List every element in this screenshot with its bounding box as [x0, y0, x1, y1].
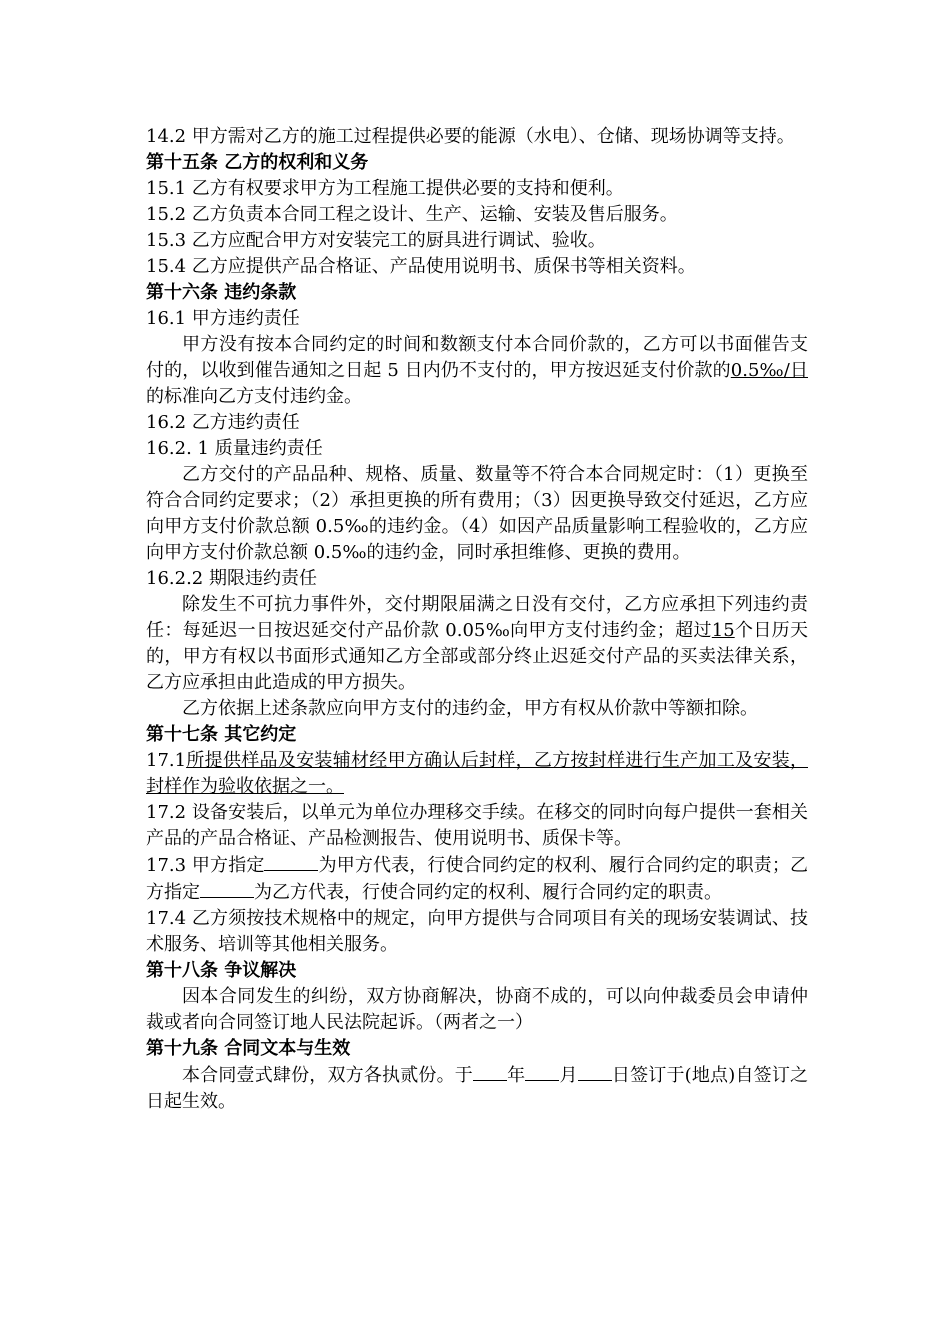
clause-16-2-heading: 16.2 乙方违约责任: [146, 412, 300, 433]
clause-15-4: 15.4 乙方应提供产品合格证、产品使用说明书、质保书等相关资料。: [146, 256, 696, 277]
clause-16-2-2-body: [146, 592, 808, 696]
article-19-text-day: 日签订于(地点)自签订之日起生效。: [146, 1065, 809, 1112]
clause-16-1-text-b: 的标准向乙方支付违约金。: [146, 386, 362, 407]
party-a-representative-blank[interactable]: [264, 852, 318, 871]
late-payment-rate: 0.5‰/日: [730, 360, 808, 381]
article-17-title: 第十七条 其它约定: [146, 724, 297, 745]
overdue-days: 15: [711, 620, 735, 641]
article-15-title: 第十五条 乙方的权利和义务: [146, 152, 369, 173]
contract-page: [146, 124, 808, 1115]
clause-17-3-text-a: 17.3 甲方指定: [146, 855, 265, 876]
article-18-title: 第十八条 争议解决: [146, 960, 297, 981]
sign-year-blank[interactable]: [473, 1062, 507, 1081]
clause-17-1-text: 所提供样品及安装辅材经甲方确认后封样，乙方按封样进行生产加工及安装，封样作为验收依据之一。: [146, 750, 808, 797]
clause-16-1-text-a: 甲方没有按本合同约定的时间和数额支付本合同价款的，乙方可以书面催告支付的，以收到催告通知之日起 5 日内仍不支付的，甲方按迟延支付价款的: [146, 334, 808, 381]
clause-16-2-1-heading: 16.2. 1 质量违约责任: [146, 438, 323, 459]
clause-15-3: 15.3 乙方应配合甲方对安装完工的厨具进行调试、验收。: [146, 230, 606, 251]
clause-17-1: [146, 748, 808, 800]
clause-14-2: 14.2 甲方需对乙方的施工过程提供必要的能源（水电）、仓储、现场协调等支持。: [146, 126, 795, 147]
clause-15-1: 15.1 乙方有权要求甲方为工程施工提供必要的支持和便利。: [146, 178, 624, 199]
sign-month-blank[interactable]: [525, 1062, 559, 1081]
clause-16-2-1-body: 乙方交付的产品品种、规格、质量、数量等不符合本合同规定时：（1）更换至符合合同约定要求；（2）承担更换的所有费用；（3）因更换导致交付延迟，乙方应向甲方支付价款总额 0.5‰的违约金。（4）如因产品质量影响工程验收的，乙方应向甲方支付价款总额 0.5‰的违约金，同时承担维修、更换的费用。: [146, 464, 808, 563]
clause-17-1-number: 17.1: [146, 750, 187, 771]
clause-16-2-2-heading: 16.2.2 期限违约责任: [146, 568, 317, 589]
clause-17-4: 17.4 乙方须按技术规格中的规定，向甲方提供与合同项目有关的现场安装调试、技术服务、培训等其他相关服务。: [146, 908, 808, 955]
year-label: 年: [506, 1065, 526, 1086]
party-b-representative-blank[interactable]: [200, 879, 254, 898]
clause-16-1-heading: 16.1 甲方违约责任: [146, 308, 300, 329]
month-label: 月: [559, 1065, 578, 1086]
sign-day-blank[interactable]: [578, 1062, 612, 1081]
clause-16-2-2-deduction: 乙方依据上述条款应向甲方支付的违约金，甲方有权从价款中等额扣除。: [182, 698, 758, 719]
clause-17-3-text-c: 为乙方代表，行使合同约定的权利、履行合同约定的职责。: [254, 882, 722, 903]
article-16-title: 第十六条 违约条款: [146, 282, 297, 303]
clause-16-2-2-text-b: 个日历天的，甲方有权以书面形式通知乙方全部或部分终止迟延交付产品的买卖法律关系，乙方应承担由此造成的甲方损失。: [146, 620, 808, 693]
clause-16-2-2-text-a: 除发生不可抗力事件外，交付期限届满之日没有交付，乙方应承担下列违约责任：每延迟一日按迟延交付产品价款 0.05‰向甲方支付违约金；超过: [146, 594, 808, 641]
article-18-body: 因本合同发生的纠纷，双方协商解决，协商不成的，可以向仲裁委员会申请仲裁或者向合同签订地人民法院起诉。（两者之一）: [146, 986, 808, 1033]
article-19-body: [146, 1062, 808, 1115]
clause-17-3-text-b: 为甲方代表，行使合同约定的权利、履行合同约定的职责；乙方指定: [146, 855, 808, 903]
clause-16-1-body: [146, 332, 808, 410]
article-19-title: 第十九条 合同文本与生效: [146, 1038, 351, 1059]
clause-17-2: 17.2 设备安装后，以单元为单位办理移交手续。在移交的同时向每户提供一套相关产品的产品合格证、产品检测报告、使用说明书、质保卡等。: [146, 802, 808, 849]
clause-15-2: 15.2 乙方负责本合同工程之设计、生产、运输、安装及售后服务。: [146, 204, 678, 225]
article-19-text-a: 本合同壹式肆份，双方各执贰份。于: [182, 1065, 473, 1086]
clause-17-3: [146, 852, 808, 906]
